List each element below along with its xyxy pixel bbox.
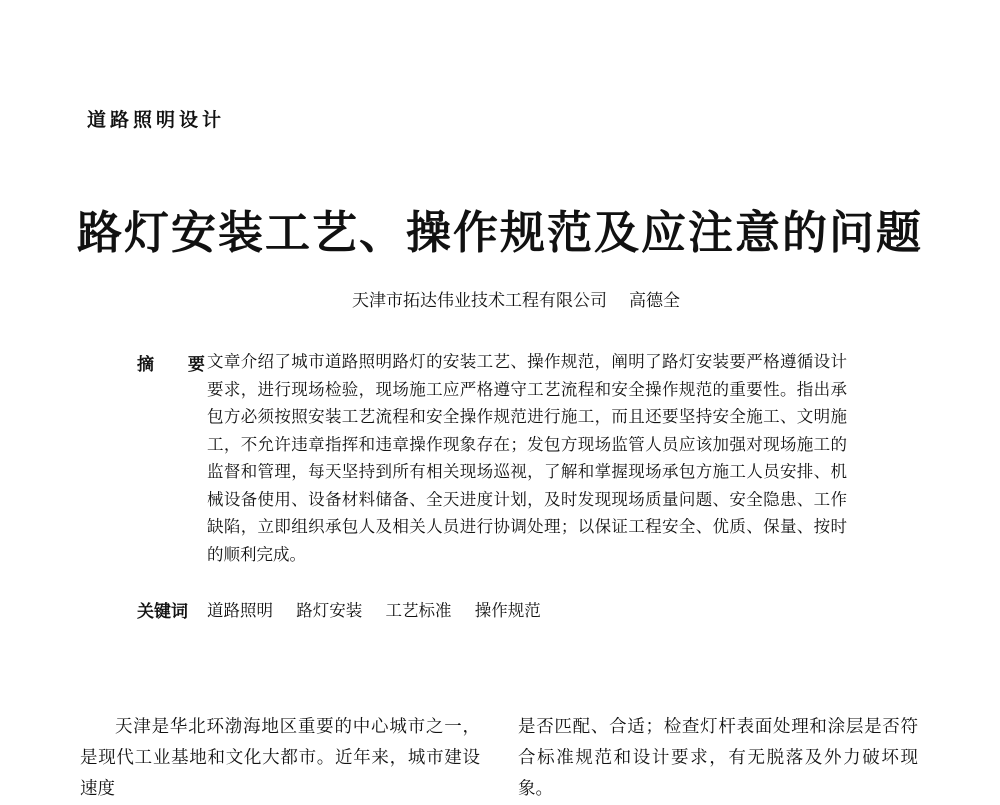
- abstract-text: 文章介绍了城市道路照明路灯的安装工艺、操作规范，阐明了路灯安装要严格遵循设计要求，进行现场检验，现场施工应严格遵守工艺流程和安全操作规范的重要性。指出承包方必须按照安装工艺流程和安全操作规范进行施工，而且还要坚持安全施工、文明施工，不允许违章指挥和违章操作现象存在；发包方现场监管人员应该加强对现场施工的监督和管理，每天坚持到所有相关现场巡视，了解和掌握现场承包方施工人员安排、机械设备使用、设备材料储备、全天进度计划，及时发现现场质量问题、安全隐患、工作缺陷，立即组织承包人及相关人员进行协调处理；以保证工程安全、优质、保量、按时的顺利完成。: [207, 352, 847, 564]
- keyword-item: 工艺标准: [385, 601, 452, 620]
- article-title: 路灯安装工艺、操作规范及应注意的问题: [76, 206, 923, 259]
- affiliation: 天津市拓达伟业技术工程有限公司: [352, 291, 607, 311]
- keyword-item: 路灯安装: [296, 601, 363, 620]
- section-header: 道路照明设计: [87, 109, 226, 131]
- abstract-label: 摘 要: [137, 355, 219, 375]
- body-left-column: 天津是华北环渤海地区重要的中心城市之一，是现代工业基地和文化大都市。近年来，城市建设速度: [80, 717, 480, 799]
- keywords-list: [207, 597, 559, 621]
- keyword-item: 道路照明: [207, 601, 273, 620]
- body-right-column: 是否匹配、合适；检查灯杆表面处理和涂层是否符合标准规范和设计要求，有无脱落及外力破坏现象。: [518, 717, 918, 799]
- keywords-label: 关键词: [137, 602, 188, 622]
- author-line: [352, 286, 680, 311]
- keyword-item: 操作规范: [474, 601, 541, 620]
- author-name: 高德全: [629, 291, 680, 311]
